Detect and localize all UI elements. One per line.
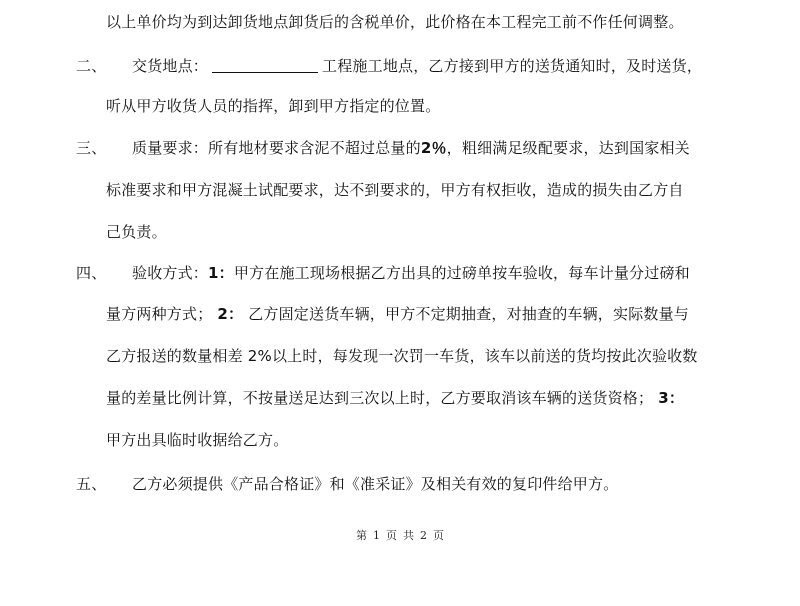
clause-4-item-2-marker: 2： [217, 305, 244, 323]
clause-2-label: 交货地点： [132, 57, 209, 75]
delivery-location-blank [212, 58, 318, 73]
clause-4-line-4 [106, 388, 684, 408]
clause-4-number: 四、 [76, 264, 107, 282]
clause-4-text-2b: 乙方固定送货车辆，甲方不定期抽查，对抽查的车辆，实际数量与 [248, 305, 689, 323]
clause-3-line-2: 标准要求和甲方混凝土试配要求，达不到要求的，甲方有权拒收，造成的损失由乙方自 [106, 181, 684, 199]
clause-3-line-3: 己负责。 [106, 223, 167, 241]
intro-line: 以上单价均为到达卸货地点卸货后的含税单价，此价格在本工程完工前不作任何调整。 [106, 13, 684, 31]
clause-4-label: 验收方式： [132, 264, 209, 282]
clause-2-text-1: 工程施工地点，乙方接到甲方的送货通知时，及时送货， [322, 57, 703, 75]
clause-3-bold-percent: 2％ [420, 139, 447, 157]
clause-4-text-4a: 量的差量比例计算，不按量送足达到三次以上时，乙方要取消该车辆的送货资格； [106, 389, 654, 407]
clause-4-item-1-marker: 1： [208, 264, 234, 282]
clause-3-text-a: 所有地材要求含泥不超过总量的 [208, 139, 421, 157]
footer-page-number: 1 [373, 529, 380, 542]
page-footer [0, 527, 800, 543]
footer-ye-2: 页 [433, 529, 444, 542]
clause-4-line-5: 甲方出具临时收据给乙方。 [106, 431, 289, 449]
footer-di: 第 [356, 529, 367, 542]
clause-4-item-3-marker: 3： [658, 389, 685, 407]
clause-3-text-b: ，粗细满足级配要求，达到国家相关 [446, 139, 690, 157]
footer-gong: 共 [403, 529, 414, 542]
footer-ye: 页 [386, 529, 397, 542]
clause-4-text-2a: 量方两种方式； [106, 305, 213, 323]
clause-3-label: 质量要求： [132, 139, 209, 157]
clause-2-number: 二、 [76, 57, 107, 75]
footer-total-pages: 2 [420, 529, 427, 542]
clause-4-line-3: 乙方报送的数量相差 2%以上时，每发现一次罚一车货，该车以前送的货均按此次验收数 [106, 347, 698, 365]
clause-5-number: 五、 [76, 475, 107, 493]
clause-4-text-1: 甲方在施工现场根据乙方出具的过磅单按车验收，每车计量分过磅和 [233, 264, 690, 282]
clause-4-line-2 [106, 304, 689, 324]
clause-3-number: 三、 [76, 139, 107, 157]
clause-5-text: 乙方必须提供《产品合格证》和《准采证》及相关有效的复印件给甲方。 [132, 475, 619, 493]
clause-2-line-2: 听从甲方收货人员的指挥，卸到甲方指定的位置。 [106, 97, 441, 115]
